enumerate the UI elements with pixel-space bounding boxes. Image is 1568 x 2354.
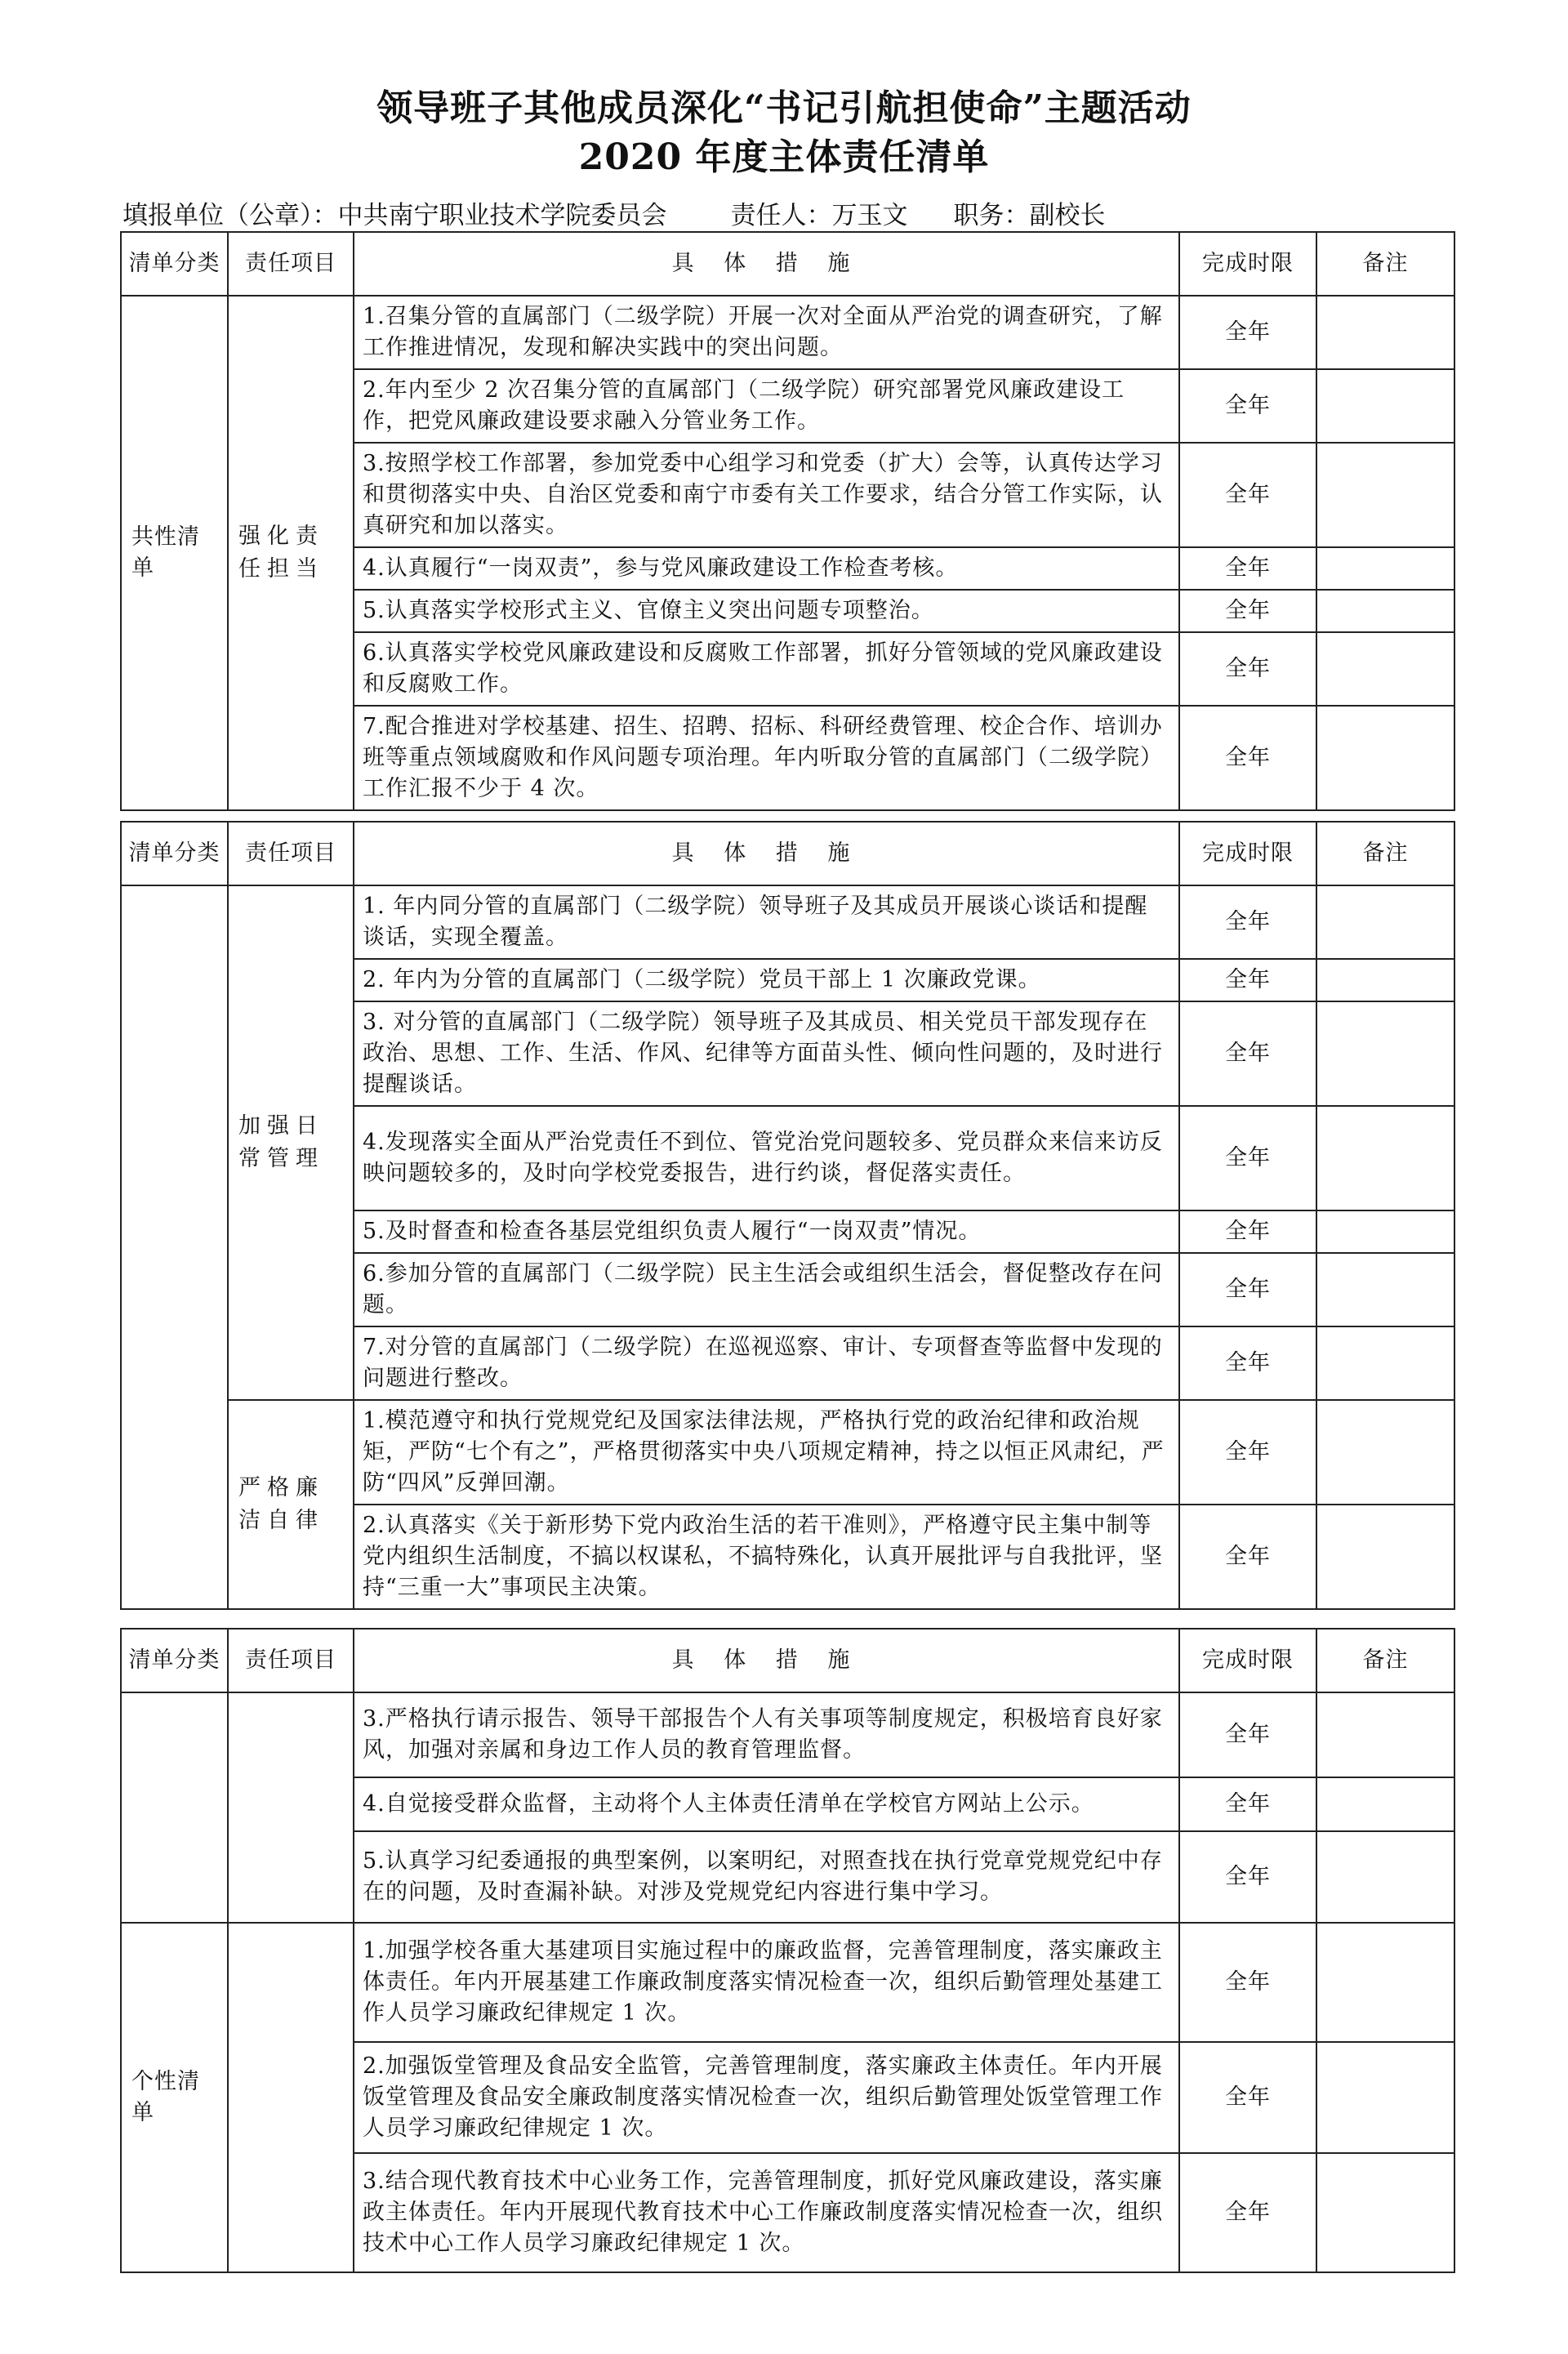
measure-text: 3.按照学校工作部署，参加党委中心组学习和党委（扩大）会等，认真传达学习和贯彻落实中央、自治区党委和南宁市委有关工作要求，结合分管工作实际，认真研究和加以落实。 [354, 443, 1179, 547]
deadline-cell: 全年 [1179, 1001, 1316, 1106]
measure-text: 5.及时督查和检查各基层党组织负责人履行“一岗双责”情况。 [354, 1210, 1179, 1253]
measure-text: 1.模范遵守和执行党规党纪及国家法律法规，严格执行党的政治纪律和政治规矩，严防“七个有之”，严格贯彻落实中央八项规定精神，持之以恒正风肃纪，严防“四风”反弹回潮。 [354, 1400, 1179, 1505]
responsibility-table-3 [120, 1628, 1455, 2273]
note-cell [1316, 1692, 1454, 1777]
item-cell [228, 1923, 354, 2272]
deadline-cell: 全年 [1179, 369, 1316, 443]
note-cell [1316, 1777, 1454, 1831]
person-value: 万玉文 [831, 201, 908, 230]
measure-text: 6.认真落实学校党风廉政建设和反腐败工作部署，抓好分管领域的党风廉政建设和反腐败工作。 [354, 632, 1179, 706]
measure-text: 5.认真落实学校形式主义、官僚主义突出问题专项整治。 [354, 590, 1179, 632]
header-deadline: 完成时限 [1179, 232, 1316, 296]
table-header-row [121, 232, 1454, 296]
deadline-cell: 全年 [1179, 2153, 1316, 2272]
note-cell [1316, 1326, 1454, 1400]
deadline-cell: 全年 [1179, 632, 1316, 706]
item-cell [228, 1692, 354, 1923]
note-cell [1316, 2042, 1454, 2153]
deadline-cell: 全年 [1179, 1106, 1316, 1210]
note-cell [1316, 959, 1454, 1001]
measure-text: 2. 年内为分管的直属部门（二级学院）党员干部上 1 次廉政党课。 [354, 959, 1179, 1001]
note-cell [1316, 1210, 1454, 1253]
header-measures: 具 体 措 施 [354, 232, 1179, 296]
header-measures: 具 体 措 施 [354, 1629, 1179, 1692]
deadline-cell: 全年 [1179, 1253, 1316, 1326]
filing-info [122, 194, 1462, 231]
deadline-cell: 全年 [1179, 443, 1316, 547]
deadline-cell: 全年 [1179, 1831, 1316, 1923]
note-cell [1316, 2153, 1454, 2272]
note-cell [1316, 1001, 1454, 1106]
measure-text: 5.认真学习纪委通报的典型案例，以案明纪，对照查找在执行党章党规党纪中存在的问题，及时查漏补缺。对涉及党规党纪内容进行集中学习。 [354, 1831, 1179, 1923]
item-cell: 加强日常管理 [228, 885, 354, 1400]
header-category: 清单分类 [121, 1629, 228, 1692]
deadline-cell: 全年 [1179, 1777, 1316, 1831]
header-deadline: 完成时限 [1179, 822, 1316, 885]
note-cell [1316, 1505, 1454, 1609]
measure-text: 6.参加分管的直属部门（二级学院）民主生活会或组织生活会，督促整改存在问题。 [354, 1253, 1179, 1326]
note-cell [1316, 590, 1454, 632]
deadline-cell: 全年 [1179, 885, 1316, 959]
deadline-cell: 全年 [1179, 1400, 1316, 1505]
deadline-cell: 全年 [1179, 959, 1316, 1001]
measure-text: 4.发现落实全面从严治党责任不到位、管党治党问题较多、党员群众来信来访反映问题较多的，及时向学校党委报告，进行约谈，督促落实责任。 [354, 1106, 1179, 1210]
document-title-line2: 2020 年度主体责任清单 [578, 136, 990, 178]
header-deadline: 完成时限 [1179, 1629, 1316, 1692]
table-header-row [121, 822, 1454, 885]
measure-text: 1.加强学校各重大基建项目实施过程中的廉政监督，完善管理制度，落实廉政主体责任。年内开展基建工作廉政制度落实情况检查一次，组织后勤管理处基建工作人员学习廉政纪律规定 1 次。 [354, 1923, 1179, 2042]
header-item: 责任项目 [228, 1629, 354, 1692]
unit-value: 中共南宁职业技术学院委员会 [337, 201, 667, 230]
category-cell [121, 1692, 228, 1923]
category-cell: 个性清单 [121, 1923, 228, 2272]
note-cell [1316, 632, 1454, 706]
deadline-cell: 全年 [1179, 1923, 1316, 2042]
measure-text: 2.认真落实《关于新形势下党内政治生活的若干准则》，严格遵守民主集中制等党内组织生活制度，不搞以权谋私，不搞特殊化，认真开展批评与自我批评，坚持“三重一大”事项民主决策。 [354, 1505, 1179, 1609]
deadline-cell: 全年 [1179, 706, 1316, 810]
header-category: 清单分类 [121, 232, 228, 296]
unit-label: 填报单位（公章）： [122, 201, 338, 230]
measure-text: 3.严格执行请示报告、领导干部报告个人有关事项等制度规定，积极培育良好家风，加强对亲属和身边工作人员的教育管理监督。 [354, 1692, 1179, 1777]
note-cell [1316, 1923, 1454, 2042]
note-cell [1316, 443, 1454, 547]
note-cell [1316, 1831, 1454, 1923]
header-note: 备注 [1316, 1629, 1454, 1692]
deadline-cell: 全年 [1179, 296, 1316, 369]
measure-text: 7.对分管的直属部门（二级学院）在巡视巡察、审计、专项督查等监督中发现的问题进行整改。 [354, 1326, 1179, 1400]
person-label: 责任人： [730, 201, 832, 230]
measure-text: 4.自觉接受群众监督，主动将个人主体责任清单在学校官方网站上公示。 [354, 1777, 1179, 1831]
note-cell [1316, 885, 1454, 959]
table-row [121, 1400, 1454, 1505]
header-note: 备注 [1316, 232, 1454, 296]
deadline-cell: 全年 [1179, 1210, 1316, 1253]
measure-text: 3.结合现代教育技术中心业务工作，完善管理制度，抓好党风廉政建设，落实廉政主体责任。年内开展现代教育技术中心工作廉政制度落实情况检查一次，组织技术中心工作人员学习廉政纪律规定 1 次。 [354, 2153, 1179, 2272]
note-cell [1316, 369, 1454, 443]
measure-text: 1.召集分管的直属部门（二级学院）开展一次对全面从严治党的调查研究，了解工作推进情况，发现和解决实践中的突出问题。 [354, 296, 1179, 369]
note-cell [1316, 296, 1454, 369]
note-cell [1316, 1253, 1454, 1326]
header-category: 清单分类 [121, 822, 228, 885]
document-title-line1: 领导班子其他成员深化“书记引航担使命”主题活动 [376, 87, 1192, 129]
note-cell [1316, 547, 1454, 590]
measure-text: 3. 对分管的直属部门（二级学院）领导班子及其成员、相关党员干部发现存在政治、思想、工作、生活、作风、纪律等方面苗头性、倾向性问题的，及时进行提醒谈话。 [354, 1001, 1179, 1106]
measure-text: 1. 年内同分管的直属部门（二级学院）领导班子及其成员开展谈心谈话和提醒谈话，实现全覆盖。 [354, 885, 1179, 959]
table-row [121, 296, 1454, 369]
measure-text: 4.认真履行“一岗双责”，参与党风廉政建设工作检查考核。 [354, 547, 1179, 590]
table-row [121, 1923, 1454, 2042]
item-cell: 强化责任担当 [228, 296, 354, 810]
note-cell [1316, 1106, 1454, 1210]
measure-text: 7.配合推进对学校基建、招生、招聘、招标、科研经费管理、校企合作、培训办班等重点领域腐败和作风问题专项治理。年内听取分管的直属部门（二级学院）工作汇报不少于 4 次。 [354, 706, 1179, 810]
deadline-cell: 全年 [1179, 590, 1316, 632]
deadline-cell: 全年 [1179, 547, 1316, 590]
responsibility-table-1 [120, 231, 1455, 811]
table-header-row [121, 1629, 1454, 1692]
deadline-cell: 全年 [1179, 1505, 1316, 1609]
category-cell: 共性清单 [121, 296, 228, 810]
position-label: 职务： [953, 201, 1030, 230]
note-cell [1316, 706, 1454, 810]
position-value: 副校长 [1029, 201, 1106, 230]
category-cell [121, 885, 228, 1609]
table-row [121, 885, 1454, 959]
deadline-cell: 全年 [1179, 1692, 1316, 1777]
header-item: 责任项目 [228, 232, 354, 296]
deadline-cell: 全年 [1179, 1326, 1316, 1400]
measure-text: 2.年内至少 2 次召集分管的直属部门（二级学院）研究部署党风廉政建设工作，把党风廉政建设要求融入分管业务工作。 [354, 369, 1179, 443]
responsibility-table-2 [120, 821, 1455, 1610]
header-measures: 具 体 措 施 [354, 822, 1179, 885]
note-cell [1316, 1400, 1454, 1505]
header-note: 备注 [1316, 822, 1454, 885]
item-cell: 严格廉洁自律 [228, 1400, 354, 1609]
measure-text: 2.加强饭堂管理及食品安全监管，完善管理制度，落实廉政主体责任。年内开展饭堂管理及食品安全廉政制度落实情况检查一次，组织后勤管理处饭堂管理工作人员学习廉政纪律规定 1 次。 [354, 2042, 1179, 2153]
table-row [121, 1692, 1454, 1777]
header-item: 责任项目 [228, 822, 354, 885]
deadline-cell: 全年 [1179, 2042, 1316, 2153]
